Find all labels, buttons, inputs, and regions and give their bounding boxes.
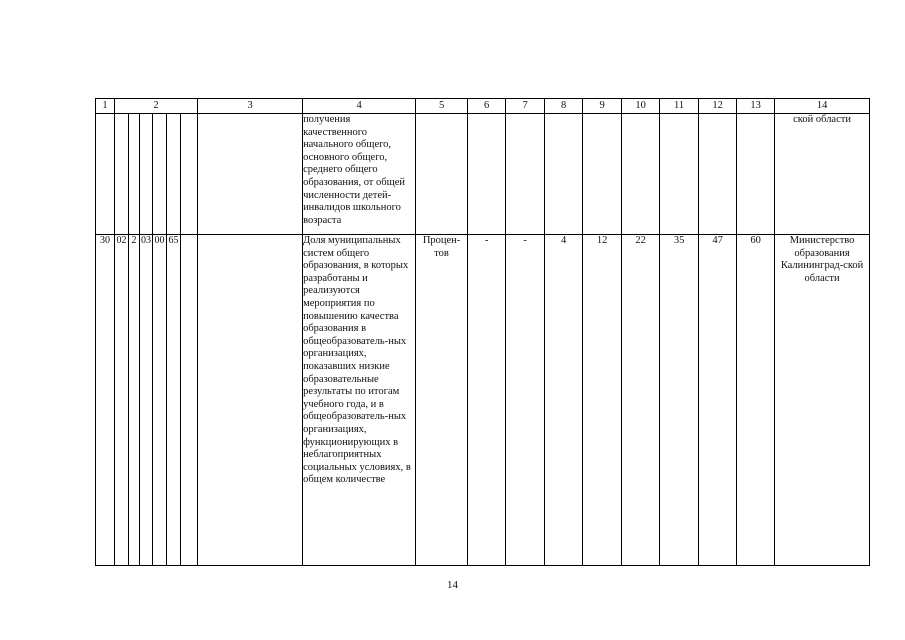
cell	[181, 114, 198, 235]
cell	[468, 114, 506, 235]
header-col-11: 11	[660, 99, 699, 114]
header-row	[96, 99, 870, 114]
header-col-4: 4	[303, 99, 416, 114]
cell	[660, 114, 699, 235]
code-cell: 30	[96, 235, 115, 566]
cell	[129, 114, 140, 235]
code-cell: 2	[129, 235, 140, 566]
indicator-name-cell: получения качественного начального общего, основного общего, среднего общего образования, от общей численности детей-инвалидов школьного возраста	[303, 114, 416, 235]
responsible-cell: Министерство образования Калининград-ской области	[775, 235, 870, 566]
cell	[699, 114, 737, 235]
indicator-name-cell: Доля муниципальных систем общего образования, в которых разработаны и реализуются мероприятия по повышению качества образования в общеобразователь-ных организациях, показавших низкие образовательные результаты по итогам учебного года, и в общеобразователь-ных организациях, функционирующих в неблагоприятных социальных условиях, в общем количестве	[303, 235, 416, 566]
header-col-13: 13	[737, 99, 775, 114]
cell	[545, 114, 583, 235]
header-col-8: 8	[545, 99, 583, 114]
cell	[96, 114, 115, 235]
header-col-9: 9	[583, 99, 622, 114]
cell	[198, 114, 303, 235]
code-cell: 02	[115, 235, 129, 566]
cell	[167, 114, 181, 235]
indicators-table	[95, 98, 870, 566]
code-cell: 00	[153, 235, 167, 566]
table-row	[96, 114, 870, 235]
cell	[506, 114, 545, 235]
header-col-2: 2	[115, 99, 198, 114]
value-cell-6: -	[468, 235, 506, 566]
value-cell-12: 47	[699, 235, 737, 566]
header-col-12: 12	[699, 99, 737, 114]
code-cell: 03	[140, 235, 153, 566]
header-col-7: 7	[506, 99, 545, 114]
cell	[583, 114, 622, 235]
code-cell: 65	[167, 235, 181, 566]
unit-cell: Процен-тов	[416, 235, 468, 566]
cell	[153, 114, 167, 235]
cell	[140, 114, 153, 235]
cell	[198, 235, 303, 566]
header-col-14: 14	[775, 99, 870, 114]
cell	[181, 235, 198, 566]
header-col-6: 6	[468, 99, 506, 114]
value-cell-13: 60	[737, 235, 775, 566]
cell	[115, 114, 129, 235]
value-cell-8: 4	[545, 235, 583, 566]
value-cell-11: 35	[660, 235, 699, 566]
table-row	[96, 235, 870, 566]
value-cell-7: -	[506, 235, 545, 566]
cell	[416, 114, 468, 235]
value-cell-10: 22	[622, 235, 660, 566]
cell	[737, 114, 775, 235]
header-col-10: 10	[622, 99, 660, 114]
value-cell-9: 12	[583, 235, 622, 566]
header-col-1: 1	[96, 99, 115, 114]
cell	[622, 114, 660, 235]
header-col-3: 3	[198, 99, 303, 114]
responsible-cell: ской области	[775, 114, 870, 235]
header-col-5: 5	[416, 99, 468, 114]
page-number: 14	[447, 579, 458, 591]
